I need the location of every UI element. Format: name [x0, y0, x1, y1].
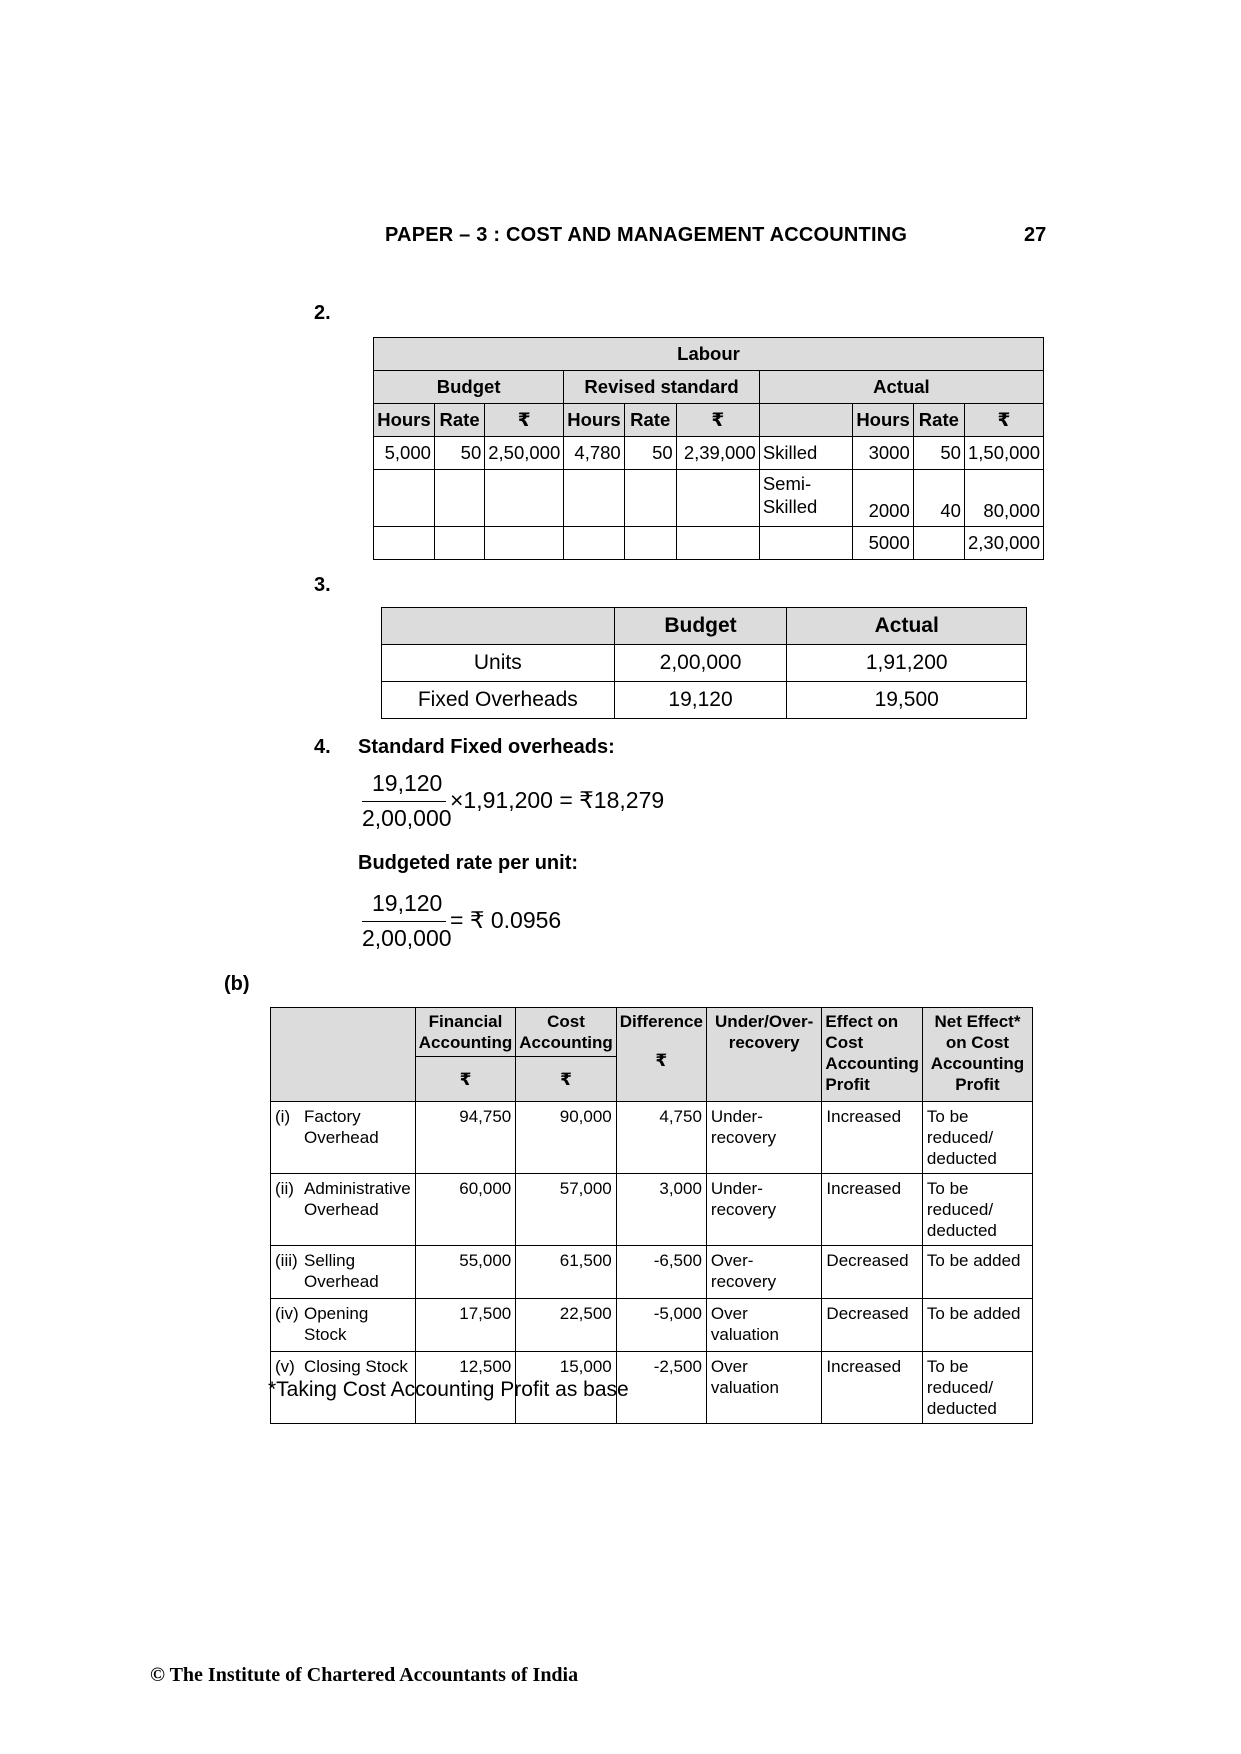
col-effect-on-profit: Effect on Cost Accounting Profit — [822, 1008, 922, 1102]
cell — [485, 527, 564, 560]
fraction-denominator: 2,00,000 — [362, 925, 452, 951]
cell: 55,000 — [415, 1246, 516, 1299]
cell: 2,00,000 — [614, 645, 787, 682]
cell — [676, 527, 759, 560]
cell — [913, 527, 964, 560]
cell: -2,500 — [616, 1352, 706, 1424]
cell: 94,750 — [415, 1102, 516, 1174]
col-hours: Hours — [374, 404, 435, 437]
cell: Over-recovery — [706, 1246, 822, 1299]
cell: 12,500 — [415, 1352, 516, 1424]
row-item: Opening Stock — [304, 1304, 369, 1344]
cell: 50 — [913, 437, 964, 470]
labour-table — [373, 337, 1044, 560]
cell — [676, 470, 759, 527]
cell: 5,000 — [374, 437, 435, 470]
cell — [271, 1246, 416, 1299]
cell — [624, 527, 676, 560]
col-difference — [616, 1008, 706, 1102]
cell — [374, 470, 435, 527]
col-rate: Rate — [913, 404, 964, 437]
row-item: Closing Stock — [304, 1357, 408, 1376]
rupee-symbol: ₹ — [516, 1057, 617, 1102]
cell — [271, 1102, 416, 1174]
cell: To be added — [922, 1246, 1032, 1299]
cell: Over valuation — [706, 1352, 822, 1424]
col-blank — [759, 404, 852, 437]
cell — [271, 1174, 416, 1246]
copyright-footer: © The Institute of Chartered Accountants of India — [150, 1664, 579, 1686]
cell: 4,780 — [564, 437, 624, 470]
row-item: Administrative Overhead — [304, 1179, 411, 1219]
fraction-numerator: 19,120 — [372, 770, 443, 796]
fraction-bar — [362, 801, 446, 802]
cell: 61,500 — [516, 1246, 617, 1299]
table-row — [374, 527, 1044, 560]
table-row — [382, 645, 1027, 682]
row-item: Factory Overhead — [304, 1107, 379, 1147]
col-rate: Rate — [624, 404, 676, 437]
col-financial-accounting: Financial Accounting — [415, 1008, 516, 1057]
cell: To be reduced/ deducted — [922, 1352, 1032, 1424]
cell: 2000 — [853, 470, 913, 527]
cell: 80,000 — [964, 470, 1043, 527]
footnote: *Taking Cost Accounting Profit as base — [268, 1378, 629, 1401]
cell — [485, 470, 564, 527]
cell: -5,000 — [616, 1299, 706, 1352]
part-b-label: (b) — [224, 973, 250, 995]
cell: To be reduced/ deducted — [922, 1102, 1032, 1174]
fraction-denominator: 2,00,000 — [362, 805, 452, 831]
cell: Increased — [822, 1352, 922, 1424]
col-actual: Actual — [787, 608, 1027, 645]
revised-standard-header: Revised standard — [564, 371, 760, 404]
budget-actual-table — [381, 607, 1027, 719]
question-number-2: 2. — [314, 302, 331, 324]
formula-result: ×1,91,200 = ₹18,279 — [450, 787, 665, 813]
table-row — [271, 1102, 1033, 1174]
cell — [434, 470, 484, 527]
cell — [271, 1299, 416, 1352]
table-row — [271, 1246, 1033, 1299]
cell: 22,500 — [516, 1299, 617, 1352]
budgeted-rate-heading: Budgeted rate per unit: — [358, 852, 579, 874]
budget-header: Budget — [374, 371, 564, 404]
cell: 2,50,000 — [485, 437, 564, 470]
cell: 19,500 — [787, 682, 1027, 719]
row-item: Selling Overhead — [304, 1251, 379, 1291]
col-net-effect: Net Effect* on Cost Accounting Profit — [922, 1008, 1032, 1102]
cell — [624, 470, 676, 527]
cell: 15,000 — [516, 1352, 617, 1424]
question-number-3: 3. — [314, 574, 331, 596]
cell: Decreased — [822, 1246, 922, 1299]
standard-fixed-overheads-heading: Standard Fixed overheads: — [358, 736, 615, 758]
cell: 1,50,000 — [964, 437, 1043, 470]
table-row — [374, 470, 1044, 527]
cell — [759, 527, 852, 560]
rupee-symbol: ₹ — [415, 1057, 516, 1102]
cell: 3,000 — [616, 1174, 706, 1246]
cell: 60,000 — [415, 1174, 516, 1246]
reconciliation-table — [270, 1007, 1033, 1424]
cell: 2,39,000 — [676, 437, 759, 470]
cell: 5000 — [853, 527, 913, 560]
page-header-title: PAPER – 3 : COST AND MANAGEMENT ACCOUNTING — [385, 224, 908, 246]
col-blank — [382, 608, 615, 645]
fraction-numerator: 19,120 — [372, 890, 443, 916]
page-number: 27 — [1024, 224, 1047, 246]
labour-group-header: Labour — [374, 338, 1044, 371]
cell: 2,30,000 — [964, 527, 1043, 560]
cell: Increased — [822, 1174, 922, 1246]
cell — [564, 470, 624, 527]
table-row — [271, 1299, 1033, 1352]
col-cost-accounting: Cost Accounting — [516, 1008, 617, 1057]
cell: 50 — [624, 437, 676, 470]
col-rupee: ₹ — [964, 404, 1043, 437]
cell: 90,000 — [516, 1102, 617, 1174]
col-under-over-recovery: Under/Over-recovery — [706, 1008, 822, 1102]
cell — [374, 527, 435, 560]
row-number: (iv) — [275, 1304, 299, 1323]
cell: Skilled — [759, 437, 852, 470]
col-hours: Hours — [853, 404, 913, 437]
col-blank — [271, 1008, 416, 1102]
row-number: (i) — [275, 1107, 291, 1126]
cell: 3000 — [853, 437, 913, 470]
table-row — [374, 437, 1044, 470]
cell — [564, 527, 624, 560]
col-budget: Budget — [614, 608, 787, 645]
rupee-symbol: ₹ — [655, 1051, 668, 1070]
col-hours: Hours — [564, 404, 624, 437]
cell: To be reduced/ deducted — [922, 1174, 1032, 1246]
cell: Under-recovery — [706, 1174, 822, 1246]
cell: 19,120 — [614, 682, 787, 719]
cell: Under-recovery — [706, 1102, 822, 1174]
formula-result: = ₹ 0.0956 — [450, 907, 562, 933]
cell: 40 — [913, 470, 964, 527]
table-row — [382, 682, 1027, 719]
cell: Decreased — [822, 1299, 922, 1352]
cell: Over valuation — [706, 1299, 822, 1352]
question-number-4: 4. — [314, 736, 331, 758]
cell: 50 — [434, 437, 484, 470]
cell: 1,91,200 — [787, 645, 1027, 682]
cell: -6,500 — [616, 1246, 706, 1299]
cell: Semi-Skilled — [759, 470, 852, 527]
col-rate: Rate — [434, 404, 484, 437]
row-number: (ii) — [275, 1179, 294, 1198]
cell: 57,000 — [516, 1174, 617, 1246]
cell: Units — [382, 645, 615, 682]
table-row — [271, 1174, 1033, 1246]
row-number: (v) — [275, 1357, 295, 1376]
cell: Fixed Overheads — [382, 682, 615, 719]
col-rupee: ₹ — [485, 404, 564, 437]
cell: To be added — [922, 1299, 1032, 1352]
difference-label: Difference — [619, 1012, 703, 1031]
actual-header: Actual — [759, 371, 1043, 404]
fraction-bar — [362, 921, 446, 922]
col-rupee: ₹ — [676, 404, 759, 437]
cell: Increased — [822, 1102, 922, 1174]
cell — [434, 527, 484, 560]
row-number: (iii) — [275, 1251, 298, 1270]
cell: 17,500 — [415, 1299, 516, 1352]
cell: 4,750 — [616, 1102, 706, 1174]
